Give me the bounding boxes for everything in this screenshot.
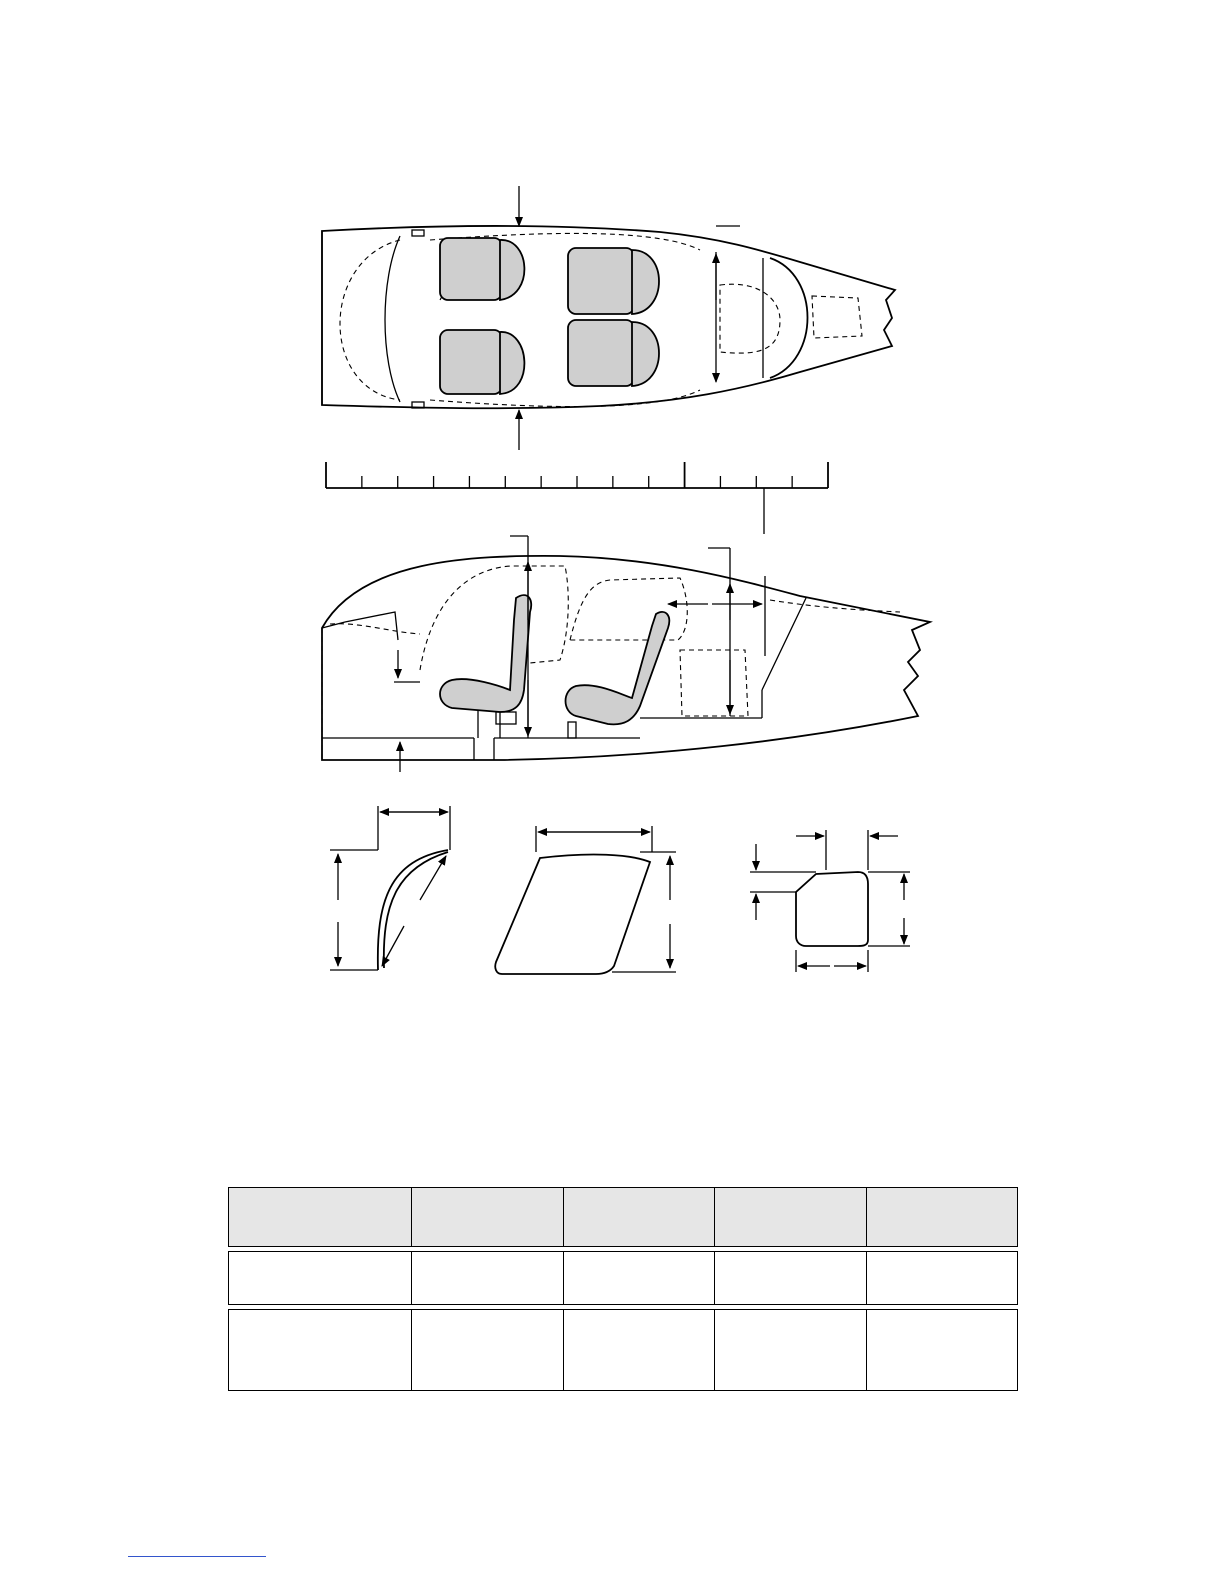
seat-rear-left	[568, 248, 634, 314]
table-cell	[866, 1310, 1018, 1391]
seat-front-left	[440, 238, 502, 300]
seat-front-side	[440, 595, 531, 712]
side-view	[322, 536, 930, 772]
table-cell	[866, 1252, 1018, 1305]
table-cell	[563, 1310, 715, 1391]
top-view	[322, 186, 895, 450]
door-openings	[330, 806, 910, 974]
table-cell	[412, 1252, 564, 1305]
table-header-cell	[715, 1188, 867, 1247]
table-row	[229, 1310, 1018, 1391]
fuselage-outline-side	[322, 556, 930, 760]
seat-front-right	[440, 330, 502, 394]
table-header-row	[229, 1188, 1018, 1247]
dimensions-table	[228, 1187, 1018, 1391]
table-header-cell	[866, 1188, 1018, 1247]
table-header-cell	[563, 1188, 715, 1247]
table-cell	[229, 1310, 412, 1391]
table-cell	[412, 1310, 564, 1391]
table-row	[229, 1252, 1018, 1305]
seat-rear-side	[566, 612, 670, 724]
table-cell	[715, 1310, 867, 1391]
door-left-shape	[330, 806, 450, 970]
scale-bar	[326, 462, 828, 488]
table-cell	[563, 1252, 715, 1305]
table-header-cell	[412, 1188, 564, 1247]
seat-rear-right	[568, 320, 634, 386]
door-right-shape	[750, 830, 910, 972]
footer-link-rule	[128, 1556, 266, 1557]
table-cell	[229, 1252, 412, 1305]
table-cell	[715, 1252, 867, 1305]
door-middle-shape	[495, 826, 676, 974]
table-header-cell	[229, 1188, 412, 1247]
